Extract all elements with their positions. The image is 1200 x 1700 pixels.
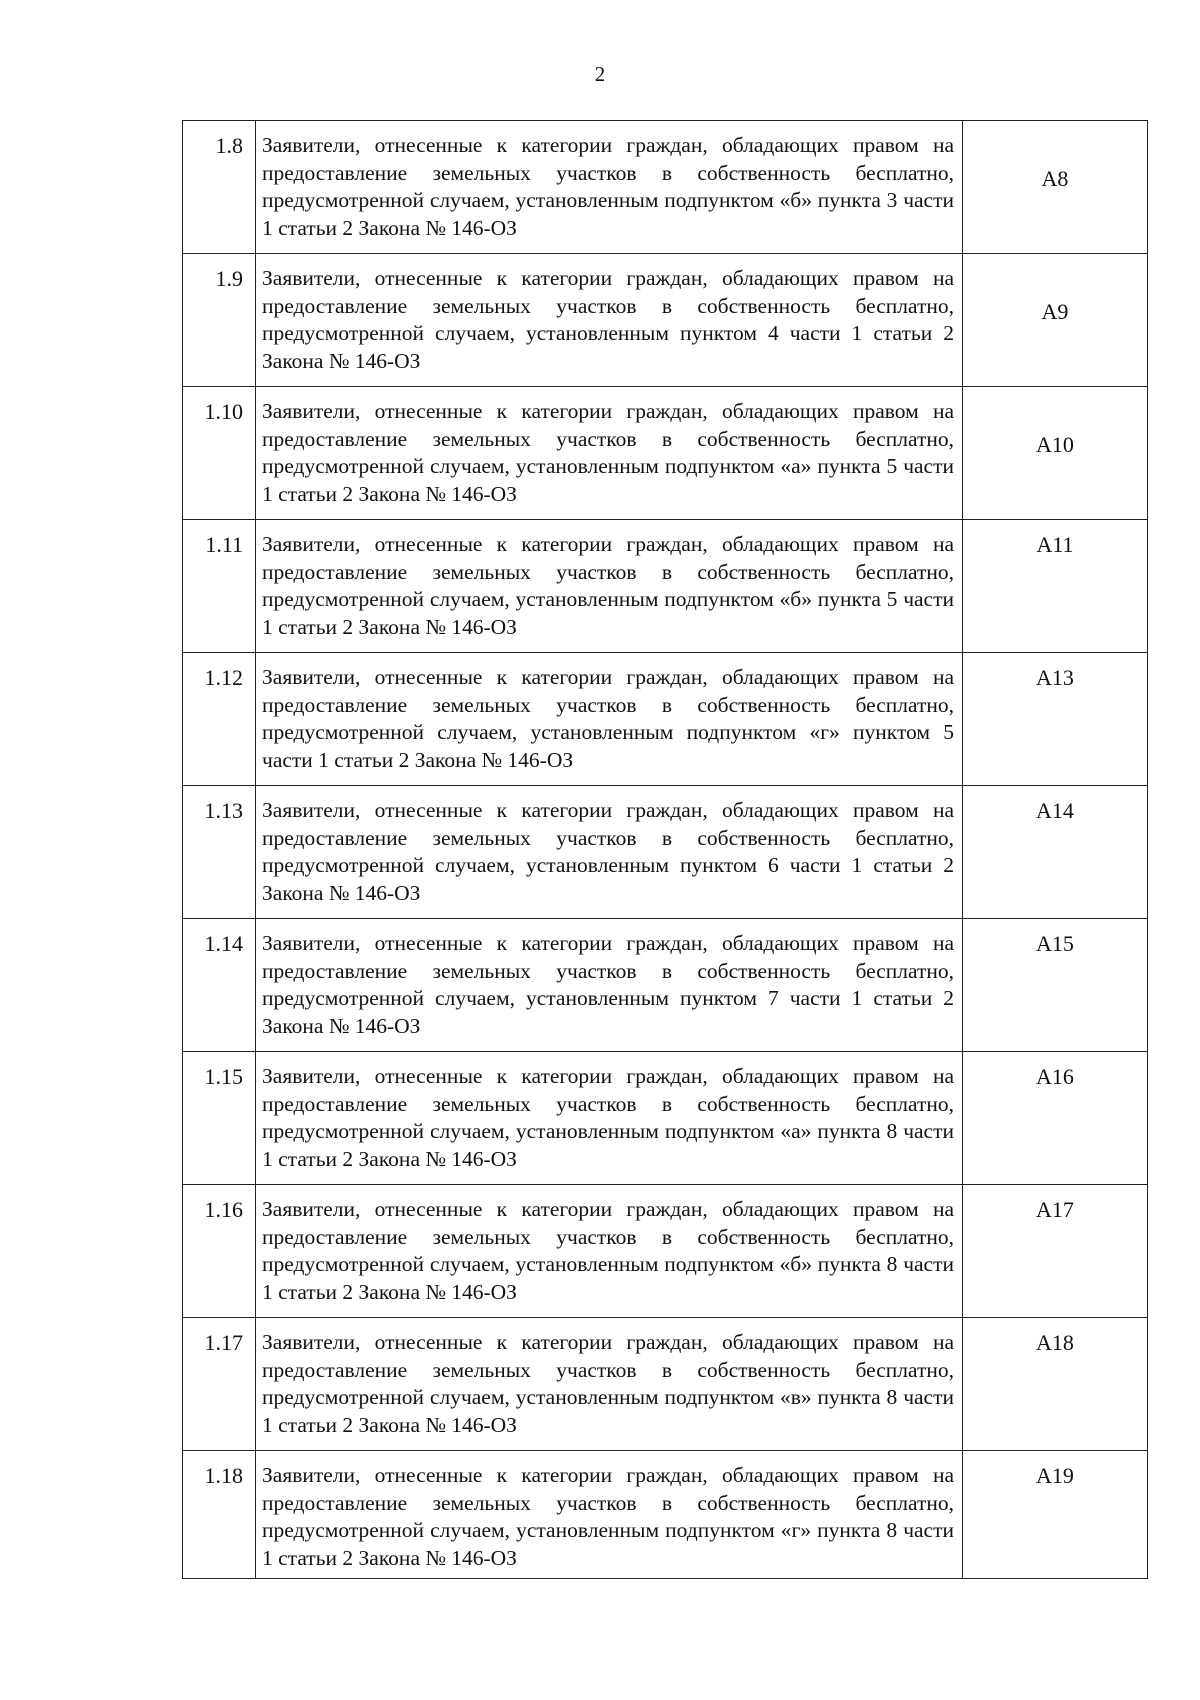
row-code: А17 — [963, 1185, 1148, 1318]
table-row — [183, 1052, 1148, 1185]
row-code: А16 — [963, 1052, 1148, 1185]
table-row — [183, 387, 1148, 520]
row-number: 1.13 — [183, 786, 256, 919]
row-number: 1.9 — [183, 254, 256, 387]
row-description: Заявители, отнесенные к категории граждан, обладающих правом на предоставление земельных участков в собственность бесплатно, предусмотренной случаем, установленным подпунктом «г» пункта 8 части 1 статьи 2 Закона № 146-ОЗ — [256, 1451, 963, 1579]
row-description: Заявители, отнесенные к категории граждан, обладающих правом на предоставление земельных участков в собственность бесплатно, предусмотренной случаем, установленным подпунктом «б» пункта 8 части 1 статьи 2 Закона № 146-ОЗ — [256, 1185, 963, 1318]
page-number: 2 — [594, 62, 606, 86]
row-code: А18 — [963, 1318, 1148, 1451]
table-row — [183, 121, 1148, 254]
row-number: 1.12 — [183, 653, 256, 786]
row-number: 1.17 — [183, 1318, 256, 1451]
row-number: 1.14 — [183, 919, 256, 1052]
row-description: Заявители, отнесенные к категории граждан, обладающих правом на предоставление земельных участков в собственность бесплатно, предусмотренной случаем, установленным пунктом 4 части 1 статьи 2 Закона № 146-ОЗ — [256, 254, 963, 387]
row-code: А9 — [963, 254, 1148, 387]
row-description: Заявители, отнесенные к категории граждан, обладающих правом на предоставление земельных участков в собственность бесплатно, предусмотренной случаем, установленным подпунктом «г» пунктом 5 части 1 статьи 2 Закона № 146-ОЗ — [256, 653, 963, 786]
row-number: 1.18 — [183, 1451, 256, 1579]
row-description: Заявители, отнесенные к категории граждан, обладающих правом на предоставление земельных участков в собственность бесплатно, предусмотренной случаем, установленным пунктом 6 части 1 статьи 2 Закона № 146-ОЗ — [256, 786, 963, 919]
applicants-table — [182, 120, 1148, 1579]
row-description: Заявители, отнесенные к категории граждан, обладающих правом на предоставление земельных участков в собственность бесплатно, предусмотренной случаем, установленным подпунктом «а» пункта 5 части 1 статьи 2 Закона № 146-ОЗ — [256, 387, 963, 520]
table-row — [183, 1185, 1148, 1318]
row-number: 1.11 — [183, 520, 256, 653]
row-code: А10 — [963, 387, 1148, 520]
row-number: 1.8 — [183, 121, 256, 254]
row-code: А8 — [963, 121, 1148, 254]
row-number: 1.15 — [183, 1052, 256, 1185]
row-number: 1.10 — [183, 387, 256, 520]
row-description: Заявители, отнесенные к категории граждан, обладающих правом на предоставление земельных участков в собственность бесплатно, предусмотренной случаем, установленным подпунктом «а» пункта 8 части 1 статьи 2 Закона № 146-ОЗ — [256, 1052, 963, 1185]
row-description: Заявители, отнесенные к категории граждан, обладающих правом на предоставление земельных участков в собственность бесплатно, предусмотренной случаем, установленным подпунктом «б» пункта 3 части 1 статьи 2 Закона № 146-ОЗ — [256, 121, 963, 254]
table-row — [183, 254, 1148, 387]
row-code: А11 — [963, 520, 1148, 653]
table-row — [183, 919, 1148, 1052]
row-description: Заявители, отнесенные к категории граждан, обладающих правом на предоставление земельных участков в собственность бесплатно, предусмотренной случаем, установленным пунктом 7 части 1 статьи 2 Закона № 146-ОЗ — [256, 919, 963, 1052]
row-code: А19 — [963, 1451, 1148, 1579]
row-number: 1.16 — [183, 1185, 256, 1318]
table-row — [183, 520, 1148, 653]
row-code: А13 — [963, 653, 1148, 786]
row-code: А14 — [963, 786, 1148, 919]
table-row — [183, 786, 1148, 919]
table-row — [183, 1318, 1148, 1451]
row-code: А15 — [963, 919, 1148, 1052]
row-description: Заявители, отнесенные к категории граждан, обладающих правом на предоставление земельных участков в собственность бесплатно, предусмотренной случаем, установленным подпунктом «в» пункта 8 части 1 статьи 2 Закона № 146-ОЗ — [256, 1318, 963, 1451]
table-row — [183, 653, 1148, 786]
table-row — [183, 1451, 1148, 1579]
row-description: Заявители, отнесенные к категории граждан, обладающих правом на предоставление земельных участков в собственность бесплатно, предусмотренной случаем, установленным подпунктом «б» пункта 5 части 1 статьи 2 Закона № 146-ОЗ — [256, 520, 963, 653]
